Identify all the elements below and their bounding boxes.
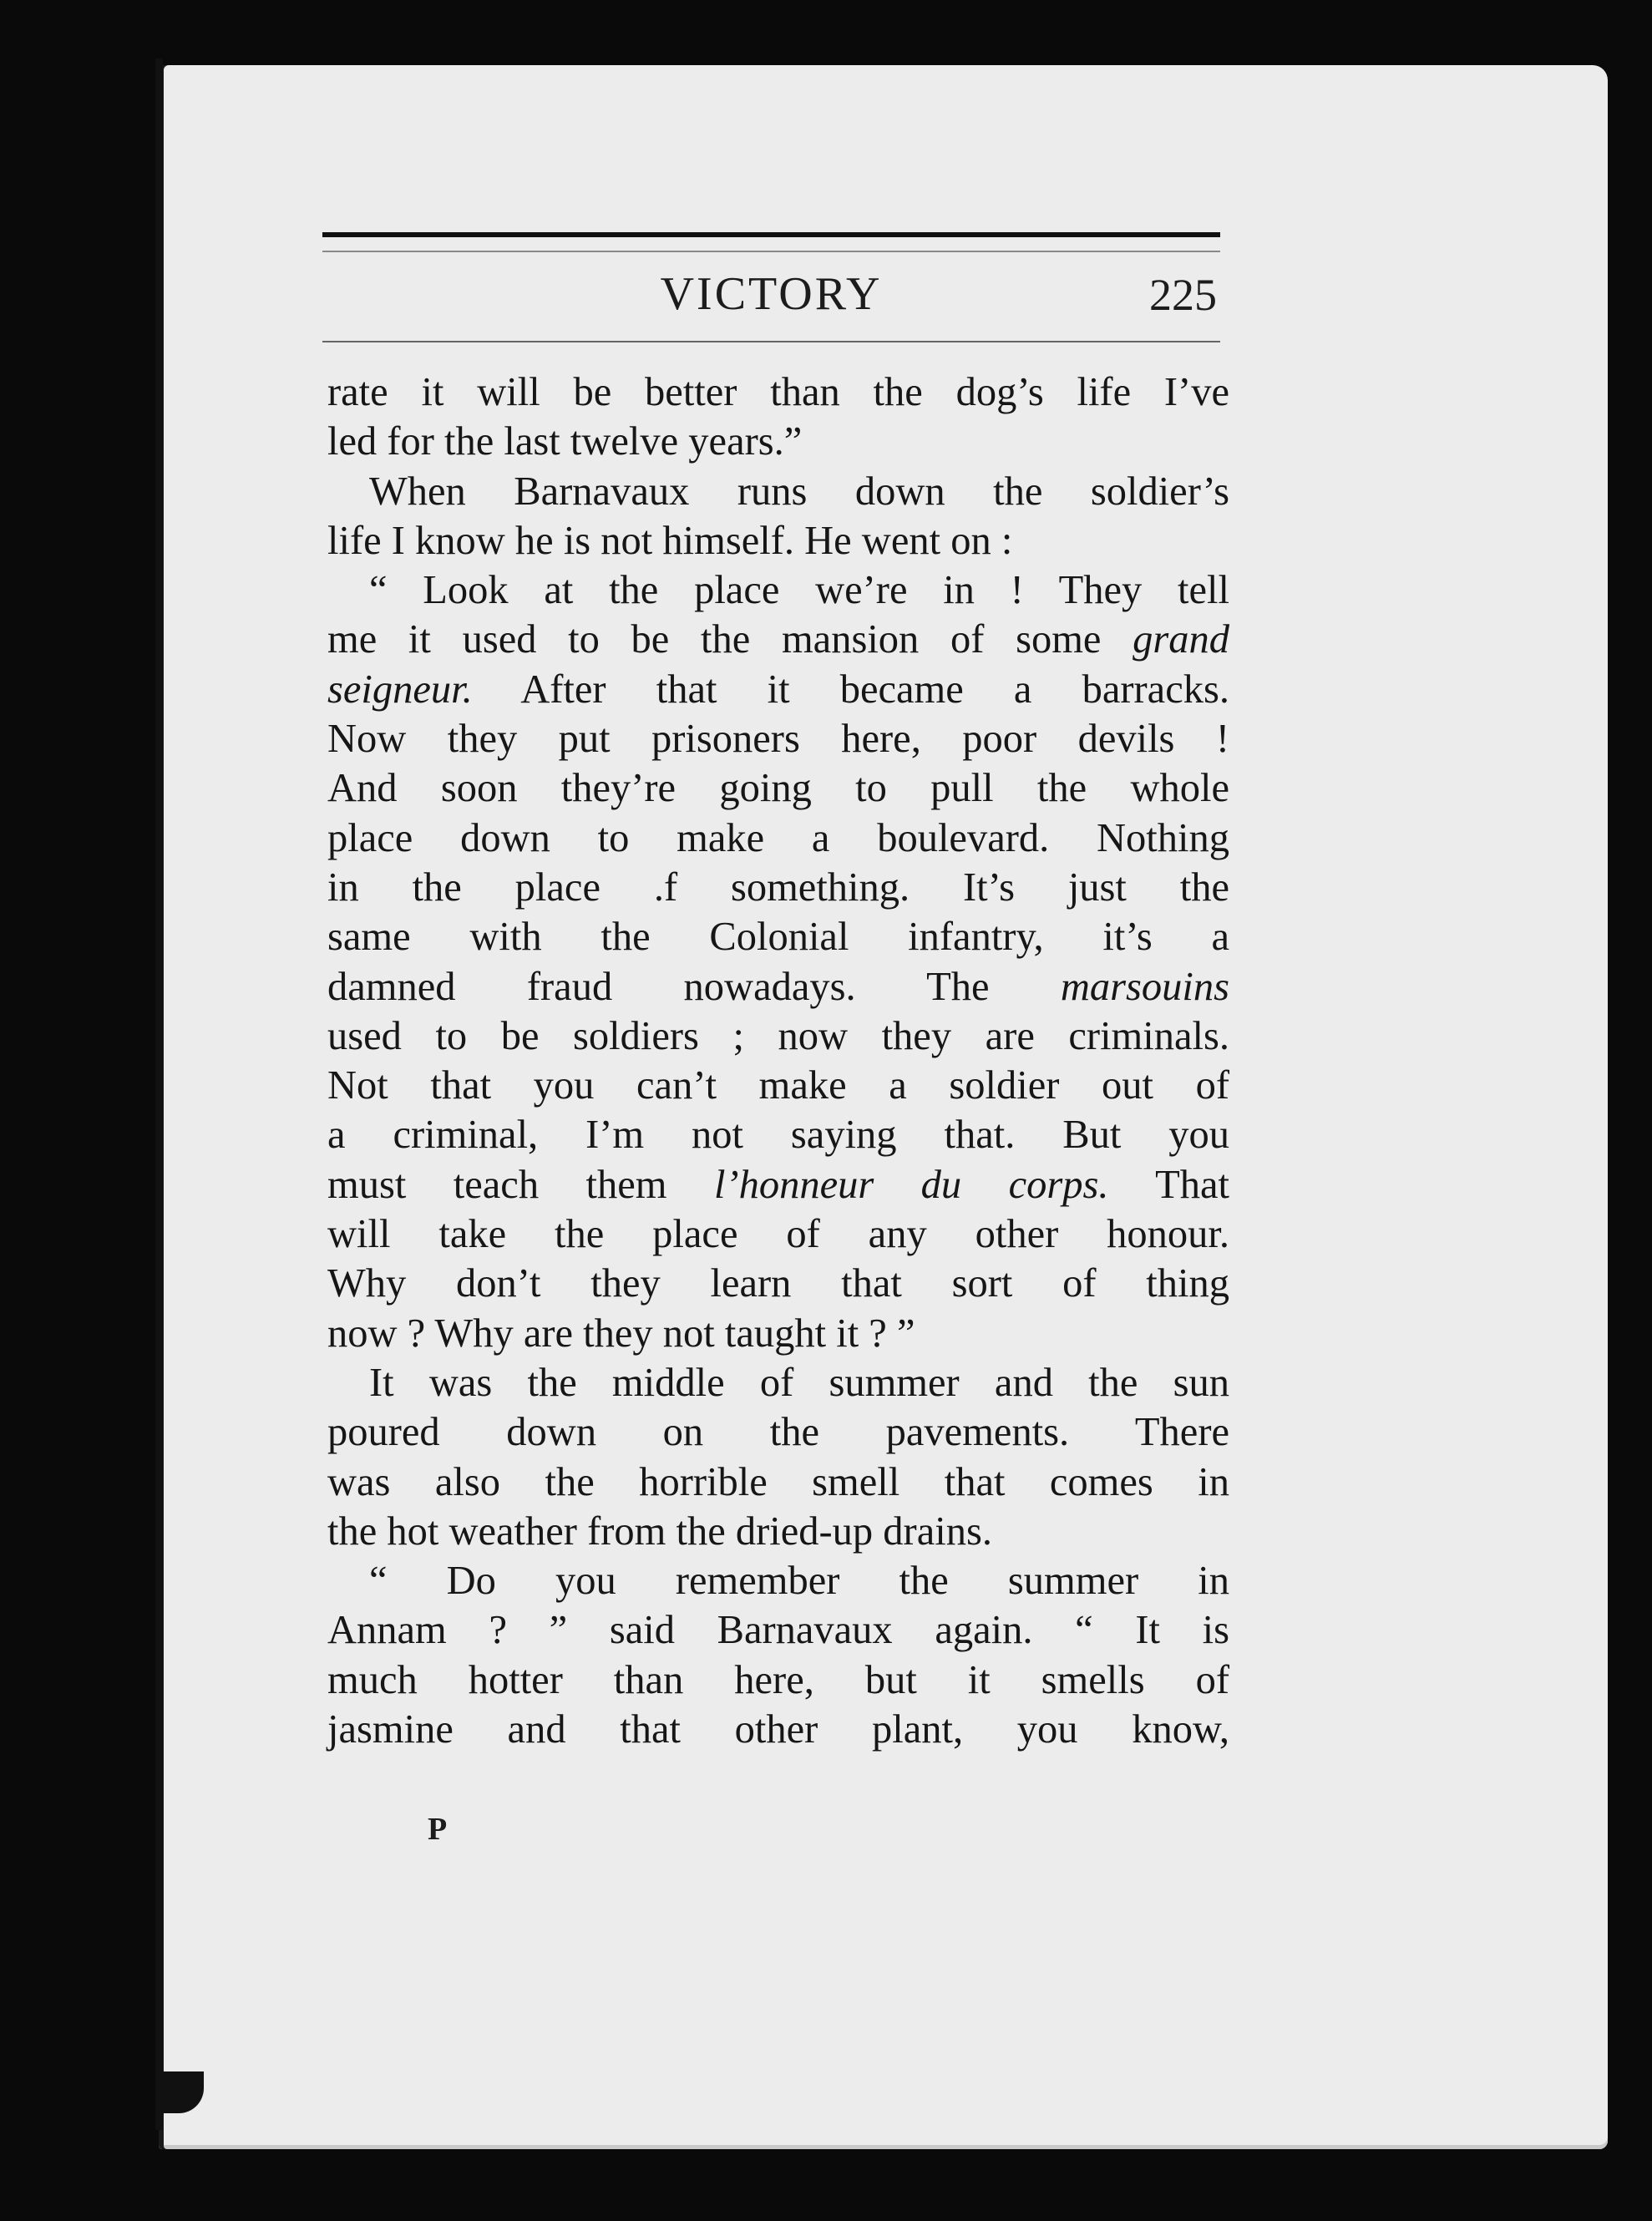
text-line-segment: me it used to be the mansion of some [327,617,1133,662]
text-line [327,417,1229,466]
italic-phrase: l’honneur du corps. [713,1162,1109,1207]
text-line-segment: life I know he is not himself. He went on : [327,518,1013,563]
text-line [327,1160,1229,1209]
text-line-segment: will take the place of any other honour. [327,1212,1229,1257]
text-line [327,1705,1229,1754]
text-line-segment: Now they put prisoners here, poor devils ! [327,717,1229,762]
italic-phrase: grand [1133,617,1229,662]
text-line-segment: must teach them [327,1162,714,1207]
text-line [327,714,1229,763]
header-rule-bottom [322,341,1220,342]
text-line-segment: Why don’t they learn that sort of thing [327,1261,1229,1306]
text-line [327,1061,1229,1110]
text-line-segment: Not that you can’t make a soldier out of [327,1063,1229,1108]
text-line [327,1309,1229,1358]
binding-gutter-edge [155,58,163,2130]
text-line [327,516,1229,565]
text-line-segment: same with the Colonial infantry, it’s a [327,915,1229,960]
text-line [327,1358,1229,1407]
text-line-segment: was also the horrible smell that comes in [327,1459,1229,1504]
text-line-segment: led for the last twelve years.” [327,419,803,464]
italic-phrase: marsouins [1060,964,1229,1009]
text-line-segment: the hot weather from the dried-up drains. [327,1509,992,1554]
text-line-segment: That [1108,1162,1229,1207]
text-line-segment: And soon they’re going to pull the whole [327,766,1229,811]
text-line [327,368,1229,417]
text-line [327,1507,1229,1556]
text-line [327,615,1229,664]
running-head [322,264,1220,331]
text-line-segment: in the place .f something. It’s just the [327,865,1229,910]
text-line-segment: damned fraud nowadays. The [327,964,1061,1009]
text-line-segment: a criminal, I’m not saying that. But you [327,1113,1229,1158]
text-line-segment: After that it became a barracks. [472,667,1229,712]
text-line-segment: poured down on the pavements. There [327,1410,1229,1455]
text-line-segment: now ? Why are they not taught it ? ” [327,1311,915,1356]
text-line [327,1656,1229,1705]
text-line [327,863,1229,912]
text-line-segment: place down to make a boulevard. Nothing [327,815,1229,860]
text-line [327,467,1229,516]
text-line-segment: much hotter than here, but it smells of [327,1657,1229,1702]
text-line-segment: It was the middle of summer and the sun [369,1360,1229,1405]
text-line [327,814,1229,863]
text-line-segment: rate it will be better than the dog’s life I’ve [327,370,1229,414]
text-line-segment: “ Do you remember the summer in [369,1559,1229,1604]
text-line-segment: jasmine and that other plant, you know, [327,1707,1229,1752]
text-line [327,1556,1229,1605]
italic-phrase: seigneur. [327,667,473,712]
text-line [327,1458,1229,1507]
text-line-segment: used to be soldiers ; now they are criminals. [327,1013,1229,1058]
text-line [327,1605,1229,1655]
text-line [327,962,1229,1012]
header-rule-thin [322,251,1220,252]
text-line [327,1259,1229,1308]
page-number: 225 [1149,270,1217,320]
text-line [327,912,1229,961]
text-line [327,763,1229,813]
text-line [327,1110,1229,1159]
text-line [327,665,1229,714]
text-line [327,565,1229,615]
text-line [327,1209,1229,1259]
signature-mark: P [428,1812,448,1847]
text-line [327,1012,1229,1061]
text-line-segment: “ Look at the place we’re in ! They tell [369,568,1229,613]
text-line [327,1407,1229,1457]
header-rule-thick [322,232,1220,237]
body-text [327,368,1229,1754]
running-title: VICTORY [660,268,883,320]
text-line-segment: When Barnavaux runs down the soldier’s [369,469,1229,514]
text-line-segment: Annam ? ” said Barnavaux again. “ It is [327,1608,1229,1653]
